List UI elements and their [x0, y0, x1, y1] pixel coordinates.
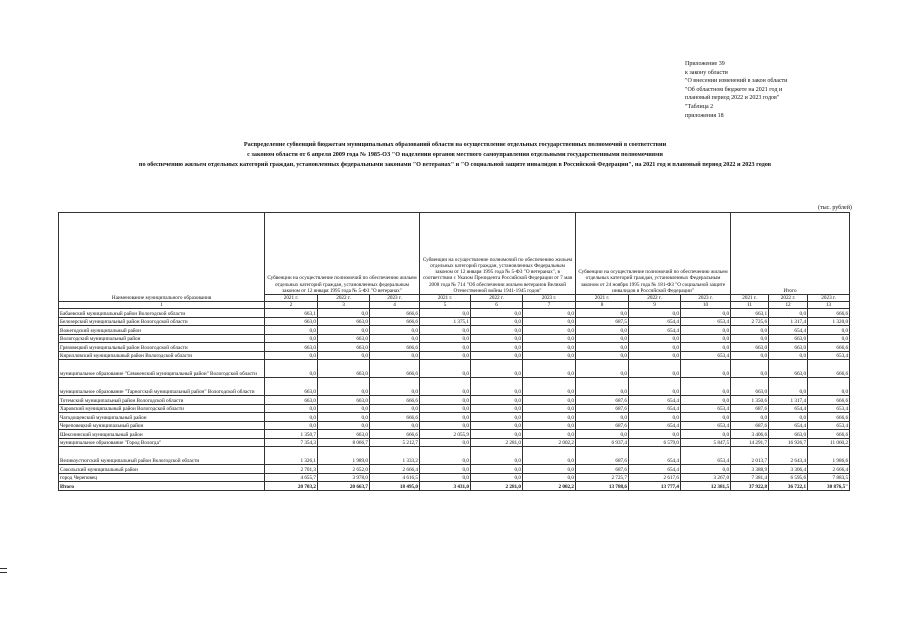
amount-cell: 0,0: [471, 343, 523, 352]
amount-cell: 0,0: [420, 351, 471, 360]
annex-line: к закону области: [685, 69, 728, 76]
column-number: 7: [523, 302, 576, 309]
amount-cell: 666,6: [370, 396, 420, 405]
table-row: [59, 351, 850, 360]
amount-cell: 654,4: [769, 421, 808, 430]
amount-cell: 0,0: [576, 351, 629, 360]
amount-cell: 0,0: [576, 326, 629, 335]
table-row: [59, 360, 850, 378]
amount-cell: 0,0: [523, 465, 576, 474]
amount-cell: 0,0: [471, 317, 523, 326]
amount-cell: 0,0: [681, 334, 731, 343]
amount-cell: 666,6: [370, 430, 420, 439]
amount-cell: 0,0: [576, 378, 629, 396]
amount-cell: 0,0: [681, 413, 731, 422]
amount-cell: 0,0: [808, 378, 850, 396]
table-row: [59, 334, 850, 343]
column-number: 10: [681, 302, 731, 309]
amount-cell: 0,0: [420, 404, 471, 413]
amount-cell: 6 937,4: [576, 438, 629, 447]
amount-cell: 11 060,2: [808, 438, 850, 447]
amount-cell: 2 002,2: [523, 438, 576, 447]
amount-cell: 0,0: [265, 404, 318, 413]
amount-cell: 0,0: [471, 396, 523, 405]
amount-cell: 0,0: [471, 309, 523, 318]
municipality-name: Чагодощенский муниципальный район: [59, 413, 265, 422]
amount-cell: 1 326,1: [265, 447, 318, 465]
amount-cell: 6 595,6: [769, 473, 808, 482]
year-header: 2021 г.: [265, 295, 318, 302]
amount-cell: 666,6: [370, 413, 420, 422]
total-amount: 20 663,7: [318, 482, 370, 491]
amount-cell: 8 066,7: [318, 438, 370, 447]
amount-cell: 0,0: [523, 378, 576, 396]
table-row: [59, 473, 850, 482]
amount-cell: 1 333,2: [370, 447, 420, 465]
table-row: [59, 343, 850, 352]
amount-cell: 0,0: [681, 309, 731, 318]
amount-cell: 663,0: [318, 430, 370, 439]
amount-cell: 663,0: [769, 334, 808, 343]
amount-cell: 1 350,6: [731, 396, 769, 405]
total-label: Итого: [59, 482, 265, 491]
amount-cell: 0,0: [420, 360, 471, 378]
amount-cell: 0,0: [318, 309, 370, 318]
margin-mark: [0, 568, 7, 573]
amount-cell: 663,0: [318, 334, 370, 343]
amount-cell: 666,6: [370, 343, 420, 352]
amount-cell: 6 579,0: [629, 438, 681, 447]
amount-cell: 0,0: [808, 326, 850, 335]
amount-cell: 0,0: [471, 351, 523, 360]
amount-cell: 1 350,7: [265, 430, 318, 439]
column-number-row: [59, 302, 850, 309]
amount-cell: 0,0: [471, 378, 523, 396]
amount-cell: 663,0: [318, 360, 370, 378]
amount-cell: 666,6: [808, 360, 850, 378]
amount-cell: 0,0: [769, 378, 808, 396]
amount-cell: 0,0: [265, 351, 318, 360]
group-header: Субвенции на осуществление полномочий по обеспечению жильем отдельных категорий граждан, установленных Федеральным законом от 12 января 1995 года № 5-ФЗ "О ветеранах", в соответствии с Указом Президента Российской Федерации от 7 мая 2008 года № 714 "Об обеспечении жильем ветеранов Великой Отечественной войны 1941-1945 годов": [420, 213, 576, 295]
units-label: (тыс. рублей): [818, 205, 852, 211]
amount-cell: 0,0: [471, 465, 523, 474]
column-number: 5: [420, 302, 471, 309]
amount-cell: 666,6: [370, 317, 420, 326]
amount-cell: 0,0: [681, 430, 731, 439]
amount-cell: 0,0: [523, 473, 576, 482]
amount-cell: 14 291,7: [731, 438, 769, 447]
column-number: 11: [731, 302, 769, 309]
amount-cell: 0,0: [681, 326, 731, 335]
amount-cell: 0,0: [420, 447, 471, 465]
table-row: [59, 309, 850, 318]
amount-cell: 663,1: [265, 309, 318, 318]
name-column-header: Наименование муниципального образования: [59, 213, 265, 302]
amount-cell: 0,0: [629, 334, 681, 343]
year-header: 2021 г.: [731, 295, 769, 302]
amount-cell: 5 212,7: [370, 438, 420, 447]
table-row: [59, 438, 850, 447]
group-header: Итого: [731, 213, 850, 295]
amount-cell: 0,0: [769, 413, 808, 422]
amount-cell: 663,0: [318, 317, 370, 326]
amount-cell: 0,0: [471, 421, 523, 430]
amount-cell: 0,0: [471, 430, 523, 439]
amount-cell: 0,0: [523, 404, 576, 413]
amount-cell: 663,0: [265, 396, 318, 405]
amount-cell: 0,0: [265, 326, 318, 335]
amount-cell: 0,0: [370, 421, 420, 430]
amount-cell: 687,5: [576, 317, 629, 326]
amount-cell: 0,0: [523, 317, 576, 326]
amount-cell: 654,4: [629, 421, 681, 430]
amount-cell: 0,0: [629, 378, 681, 396]
amount-cell: 0,0: [471, 360, 523, 378]
amount-cell: 0,0: [318, 404, 370, 413]
amount-cell: 0,0: [420, 309, 471, 318]
column-number: 4: [370, 302, 420, 309]
amount-cell: 663,0: [769, 343, 808, 352]
amount-cell: 0,0: [769, 351, 808, 360]
amount-cell: 0,0: [523, 430, 576, 439]
amount-cell: 0,0: [318, 326, 370, 335]
group-header: Субвенции на осуществление полномочий по обеспечению жильем отдельных категорий граждан, установленных федеральным законом от 12 января 1995 года № 5-ФЗ "О ветеранах": [265, 213, 420, 295]
amount-cell: 654,4: [769, 326, 808, 335]
amount-cell: 2 725,6: [731, 317, 769, 326]
amount-cell: 666,6: [370, 309, 420, 318]
amount-cell: 0,0: [420, 326, 471, 335]
total-amount: 12 381,5: [681, 482, 731, 491]
amount-cell: 0,0: [523, 326, 576, 335]
amount-cell: 0,0: [420, 334, 471, 343]
table-row: [59, 430, 850, 439]
amount-cell: 663,0: [265, 343, 318, 352]
column-number: 8: [576, 302, 629, 309]
amount-cell: 2 666,4: [808, 465, 850, 474]
amount-cell: 1 375,1: [420, 317, 471, 326]
column-number: 1: [59, 302, 265, 309]
title-line: Распределение субвенций бюджетам муниципальных образований области на осуществление отдельных государственных полномочий в соответствии: [243, 141, 667, 148]
amount-cell: 0,0: [420, 438, 471, 447]
header-row: [59, 213, 850, 295]
amount-cell: 0,0: [471, 447, 523, 465]
amount-cell: 0,0: [471, 473, 523, 482]
amount-cell: 654,4: [629, 447, 681, 465]
municipality-name: муниципальное образование "Город Вологда": [59, 438, 265, 447]
amount-cell: 0,0: [523, 421, 576, 430]
amount-cell: 0,0: [576, 309, 629, 318]
amount-cell: 0,0: [523, 334, 576, 343]
annex-line: "О внесении изменений в закон области: [685, 78, 788, 85]
total-amount: 37 922,8: [731, 482, 769, 491]
amount-cell: 0,0: [629, 309, 681, 318]
amount-cell: 1 317,4: [769, 396, 808, 405]
title-line: с законом области от 6 апреля 2009 года № 1985-ОЗ "О наделении органов местного самоуправления отдельными государственными полномочиями: [247, 151, 663, 158]
total-amount: 36 722,1: [769, 482, 808, 491]
column-number: 2: [265, 302, 318, 309]
year-header: 2023 г.: [681, 295, 731, 302]
municipality-name: Харовский муниципальный район Вологодской области: [59, 404, 265, 413]
municipality-name: Бабаевский муниципальный район Вологодской области: [59, 309, 265, 318]
amount-cell: 0,0: [681, 396, 731, 405]
amount-cell: 663,0: [731, 378, 769, 396]
annex-line: Приложение 39: [685, 61, 725, 67]
year-header: 2022 г.: [471, 295, 523, 302]
amount-cell: 0,0: [420, 413, 471, 422]
amount-cell: 2 013,7: [731, 447, 769, 465]
amount-cell: 0,0: [681, 378, 731, 396]
municipality-name: Кирилловский муниципальный район Вологодской области: [59, 351, 265, 360]
amount-cell: 0,0: [731, 334, 769, 343]
amount-cell: 653,4: [681, 351, 731, 360]
amount-cell: 687,6: [731, 404, 769, 413]
amount-cell: 0,0: [629, 360, 681, 378]
annex-line: приложения 18: [685, 112, 724, 119]
amount-cell: 653,4: [681, 317, 731, 326]
amount-cell: 654,4: [629, 396, 681, 405]
amount-cell: 16 926,7: [769, 438, 808, 447]
amount-cell: 0,0: [576, 360, 629, 378]
year-header: 2023 г.: [523, 295, 576, 302]
amount-cell: 1 989,0: [318, 447, 370, 465]
amount-cell: 0,0: [523, 413, 576, 422]
municipality-name: муниципальное образование "Сямженский муниципальный район" Вологодской области: [59, 360, 265, 378]
amount-cell: 0,0: [420, 378, 471, 396]
amount-cell: 0,0: [370, 326, 420, 335]
amount-cell: 666,6: [808, 413, 850, 422]
amount-cell: 0,0: [318, 413, 370, 422]
amount-cell: 7 883,5: [808, 473, 850, 482]
amount-cell: 2 643,4: [769, 447, 808, 465]
annex-line: плановый период 2022 и 2023 годов": [685, 95, 780, 102]
column-number: 3: [318, 302, 370, 309]
total-amount: 2 281,0: [471, 482, 523, 491]
amount-cell: 0,0: [681, 465, 731, 474]
total-amount: 3 431,0: [420, 482, 471, 491]
amount-cell: 2 701,3: [265, 465, 318, 474]
amount-cell: 0,0: [808, 334, 850, 343]
total-amount: 18 495,0: [370, 482, 420, 491]
amount-cell: 0,0: [629, 351, 681, 360]
amount-cell: 653,4: [681, 421, 731, 430]
amount-cell: 654,4: [629, 465, 681, 474]
amount-cell: 0,0: [681, 343, 731, 352]
table-row: [59, 326, 850, 335]
amount-cell: 0,0: [523, 343, 576, 352]
amount-cell: 2 055,9: [420, 430, 471, 439]
amount-cell: 663,0: [265, 378, 318, 396]
amount-cell: 0,0: [471, 326, 523, 335]
amount-cell: 654,4: [769, 404, 808, 413]
amount-cell: 0,0: [420, 465, 471, 474]
amount-cell: 0,0: [471, 334, 523, 343]
municipality-name: Тотемский муниципальный район Вологодской области: [59, 396, 265, 405]
amount-cell: 653,4: [681, 404, 731, 413]
amount-cell: 0,0: [576, 413, 629, 422]
year-header: 2022 г.: [629, 295, 681, 302]
amount-cell: 666,6: [808, 430, 850, 439]
amount-cell: 654,4: [629, 326, 681, 335]
total-row: [59, 482, 850, 491]
amount-cell: 663,0: [265, 317, 318, 326]
amount-cell: 654,4: [629, 317, 681, 326]
amount-cell: 0,0: [318, 378, 370, 396]
amount-cell: 653,4: [808, 351, 850, 360]
amount-cell: 0,0: [420, 343, 471, 352]
amount-cell: 0,0: [265, 334, 318, 343]
table-row: [59, 421, 850, 430]
year-header: 2021 г.: [420, 295, 471, 302]
amount-cell: 0,0: [731, 326, 769, 335]
amount-cell: 0,0: [576, 430, 629, 439]
total-amount: 13 777,4: [629, 482, 681, 491]
amount-cell: 0,0: [731, 351, 769, 360]
amount-cell: 4 616,5: [370, 473, 420, 482]
municipality-name: Белозерский муниципальный район Вологодской области: [59, 317, 265, 326]
municipality-name: Вологодский муниципальный район: [59, 334, 265, 343]
group-header: Субвенции на осуществление полномочий по обеспечению жильем отдельных категорий граждан, установленных Федеральным законом от 24 ноября 1995 года № 181-ФЗ "О социальной защите инвалидов в Российской Федерации": [576, 213, 731, 295]
amount-cell: 0,0: [318, 351, 370, 360]
amount-cell: 3 978,0: [318, 473, 370, 482]
amount-cell: 0,0: [265, 421, 318, 430]
municipality-name: Вожегодский муниципальный район: [59, 326, 265, 335]
amount-cell: 1 986,6: [808, 447, 850, 465]
amount-cell: 2 666,4: [370, 465, 420, 474]
amount-cell: 687,6: [576, 447, 629, 465]
amount-cell: 0,0: [731, 360, 769, 378]
municipality-name: Грязовецкий муниципальный район Вологодской области: [59, 343, 265, 352]
amount-cell: 0,0: [523, 447, 576, 465]
amount-cell: 0,0: [471, 413, 523, 422]
amount-cell: 0,0: [420, 396, 471, 405]
amount-cell: 663,0: [731, 343, 769, 352]
total-amount: 30 876,5": [808, 482, 850, 491]
amount-cell: 3 406,6: [731, 430, 769, 439]
annex-line: "Таблица 2: [685, 103, 714, 110]
column-number: 12: [769, 302, 808, 309]
amount-cell: 0,0: [523, 309, 576, 318]
annex-line: "Об областном бюджете на 2021 год и: [685, 86, 783, 93]
amount-cell: 4 655,7: [265, 473, 318, 482]
amount-cell: 0,0: [318, 421, 370, 430]
amount-cell: 0,0: [370, 351, 420, 360]
amount-cell: 0,0: [576, 343, 629, 352]
amount-cell: 0,0: [370, 378, 420, 396]
year-header: 2023 г.: [370, 295, 420, 302]
municipality-name: город Череповец: [59, 473, 265, 482]
year-header: 2022 г.: [769, 295, 808, 302]
amount-cell: 663,0: [769, 360, 808, 378]
municipality-name: Череповецкий муниципальный район: [59, 421, 265, 430]
amount-cell: 687,6: [576, 465, 629, 474]
amount-cell: 687,6: [576, 421, 629, 430]
year-header: 2023 г.: [808, 295, 850, 302]
amount-cell: 5 847,5: [681, 438, 731, 447]
column-number: 9: [629, 302, 681, 309]
amount-cell: 687,6: [576, 404, 629, 413]
amount-cell: 3 306,4: [769, 465, 808, 474]
amount-cell: 0,0: [420, 421, 471, 430]
amount-cell: 2 725,7: [576, 473, 629, 482]
table-row: [59, 465, 850, 474]
amount-cell: 666,6: [808, 309, 850, 318]
amount-cell: 0,0: [681, 360, 731, 378]
amount-cell: 663,1: [731, 309, 769, 318]
table-row: [59, 317, 850, 326]
amount-cell: 687,6: [576, 396, 629, 405]
amount-cell: 653,4: [808, 421, 850, 430]
amount-cell: 0,0: [265, 360, 318, 378]
amount-cell: 653,4: [681, 447, 731, 465]
municipality-name: Сокольский муниципальный район: [59, 465, 265, 474]
amount-cell: 0,0: [629, 430, 681, 439]
amount-cell: 653,4: [808, 404, 850, 413]
amount-cell: 666,6: [808, 396, 850, 405]
amount-cell: 0,0: [731, 413, 769, 422]
document-title: [30, 140, 880, 170]
year-header: 2021 г.: [576, 295, 629, 302]
title-line: по обеспечению жильем отдельных категорий граждан, установленных федеральными законами "О ветеранах" и "О социальной защите инвалидов в Российской Федерации", на 2021 год и плановый период 2022 и 2023 годов: [138, 161, 772, 168]
table-row: [59, 447, 850, 465]
total-amount: 13 788,6: [576, 482, 629, 491]
table-row: [59, 413, 850, 422]
amount-cell: 2 617,6: [629, 473, 681, 482]
amount-cell: 666,6: [808, 343, 850, 352]
column-number: 6: [471, 302, 523, 309]
amount-cell: 0,0: [370, 334, 420, 343]
municipality-name: Великоустюгский муниципальный район Вологодской области: [59, 447, 265, 465]
subvention-table: [58, 212, 850, 491]
table-row: [59, 378, 850, 396]
amount-cell: 0,0: [629, 343, 681, 352]
amount-cell: 0,0: [471, 404, 523, 413]
total-amount: 2 002,2: [523, 482, 576, 491]
amount-cell: 663,0: [318, 343, 370, 352]
amount-cell: 0,0: [629, 413, 681, 422]
amount-cell: 0,0: [523, 396, 576, 405]
amount-cell: 0,0: [370, 404, 420, 413]
annex-reference: [685, 60, 885, 120]
amount-cell: 0,0: [265, 413, 318, 422]
amount-cell: 663,0: [769, 430, 808, 439]
amount-cell: 1 320,0: [808, 317, 850, 326]
table-row: [59, 404, 850, 413]
amount-cell: 2 281,0: [471, 438, 523, 447]
column-number: 13: [808, 302, 850, 309]
amount-cell: 0,0: [576, 334, 629, 343]
amount-cell: 687,6: [731, 421, 769, 430]
amount-cell: 0,0: [420, 473, 471, 482]
amount-cell: 3 388,9: [731, 465, 769, 474]
amount-cell: 663,0: [318, 396, 370, 405]
amount-cell: 3 267,0: [681, 473, 731, 482]
amount-cell: 654,4: [629, 404, 681, 413]
year-header: 2022 г.: [318, 295, 370, 302]
amount-cell: 666,6: [370, 360, 420, 378]
municipality-name: муниципальное образование "Тарногский муниципальный район" Вологодской области: [59, 378, 265, 396]
amount-cell: 7 354,3: [265, 438, 318, 447]
total-amount: 20 703,2: [265, 482, 318, 491]
table-row: [59, 396, 850, 405]
municipality-name: Шекснинский муниципальный район: [59, 430, 265, 439]
amount-cell: 0,0: [523, 360, 576, 378]
amount-cell: 0,0: [523, 351, 576, 360]
amount-cell: 7 381,4: [731, 473, 769, 482]
amount-cell: 1 317,4: [769, 317, 808, 326]
amount-cell: 2 652,0: [318, 465, 370, 474]
amount-cell: 0,0: [769, 309, 808, 318]
